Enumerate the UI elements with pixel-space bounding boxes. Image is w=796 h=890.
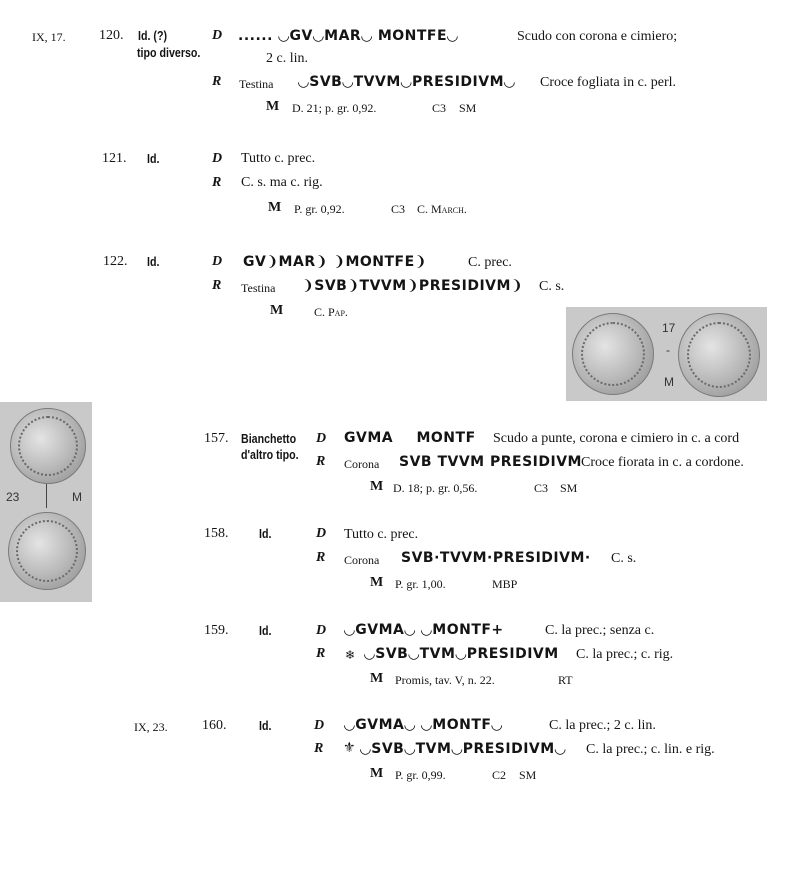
reverse-field: Testina [239,77,274,91]
reverse-description: Croce fiorata in c. a cordone. [581,455,744,470]
reverse-symbol: R [212,175,222,190]
obverse-description-cont: 2 c. lin. [266,51,308,66]
entry-number: 159. [204,623,229,638]
photo-metal-label: M [72,490,82,504]
coin-obverse-image [572,313,654,395]
obverse-legend: ◡GVMA◡ ◡MONTF+ [344,622,504,638]
coin-type-name: Bianchetto [241,431,297,446]
coin-type-name: Id. [259,526,272,541]
obverse-description: C. la prec.; senza c. [545,623,655,638]
reverse-symbol: R [212,74,222,89]
collection: C. Pap. [314,305,348,319]
obverse-legend: GVMA MONTF [344,430,476,446]
obverse-symbol: D [316,526,327,541]
entry-number: 122. [103,254,128,269]
weight-info: D. 18; p. gr. 0,56. [393,481,478,495]
entry-number: 158. [204,526,229,541]
obverse-legend: ...... ◡GV◡MAR◡ MONTFE◡ [238,28,459,44]
weight-info: P. gr. 1,00. [395,577,446,591]
coin-type-name: Id. [147,151,160,166]
entry-number: 120. [99,28,124,43]
obverse-legend: GV❩MAR❩ ❩MONTFE❩ [243,254,427,270]
obverse-description: Tutto c. prec. [241,151,316,166]
metal-symbol: M [266,99,280,114]
obverse-description: Scudo con corona e cimiero; [517,29,678,44]
collection: SM [519,768,537,782]
metal-symbol: M [270,303,284,318]
obverse-description: C. prec. [468,255,512,270]
photo-metal-label: M [664,375,674,389]
photo-separator: - [666,343,670,357]
obverse-description: Scudo a punte, corona e cimiero in c. a cord [493,431,740,446]
obverse-symbol: D [212,254,223,269]
plate-reference: IX, 23. [134,720,168,734]
rarity: C3 [391,202,406,216]
metal-symbol: M [268,200,282,215]
obverse-symbol: D [316,623,327,638]
coin-photo-plate-23 [0,402,92,602]
coin-type-subtitle: tipo diverso. [137,45,201,60]
reverse-description: C. s. ma c. rig. [241,175,323,190]
obverse-symbol: D [316,431,327,446]
coin-type-name: Id. (?) [138,28,168,43]
reverse-legend: ◡SVB◡TVVM◡PRESIDIVM◡ [298,74,516,90]
weight-info: P. gr. 0,99. [395,768,446,782]
coin-reverse-image [678,313,760,397]
coin-type-name: Id. [259,718,272,733]
photo-plate-number: 23 [6,490,20,504]
entry-number: 160. [202,718,227,733]
reverse-field-snowflake-icon: ❄ [345,648,356,662]
obverse-symbol: D [212,151,223,166]
reverse-symbol: R [316,454,326,469]
reverse-field: Testina [241,281,276,295]
reverse-symbol: R [316,550,326,565]
photo-plate-number: 17 [662,321,676,335]
reverse-legend: ◡SVB◡TVM◡PRESIDIVM [364,646,559,662]
reverse-field-fleur-de-lis-icon: ⚜ [343,741,356,756]
reference-info: Promis, tav. V, n. 22. [395,673,495,687]
weight-info: D. 21; p. gr. 0,92. [292,101,377,115]
entry-number: 157. [204,431,229,446]
reverse-field: Corona [344,457,380,471]
reverse-description: C. s. [611,551,637,566]
reverse-legend: SVB TVVM PRESIDIVM [399,454,582,470]
reverse-field: Corona [344,553,380,567]
collection: C. March. [417,202,467,216]
entry-number: 121. [102,151,127,166]
metal-symbol: M [370,479,384,494]
collection: RT [558,673,573,687]
obverse-symbol: D [314,718,325,733]
reverse-description: C. s. [539,279,565,294]
photo-divider [46,484,47,508]
obverse-description: C. la prec.; 2 c. lin. [549,718,656,733]
rarity: C3 [432,101,447,115]
reverse-legend: ◡SVB◡TVM◡PRESIDIVM◡ [360,741,566,757]
coin-type-name: Id. [147,254,160,269]
obverse-legend: ◡GVMA◡ ◡MONTF◡ [344,717,503,733]
coin-photo-plate-17 [566,307,767,401]
weight-info: P. gr. 0,92. [294,202,345,216]
reverse-symbol: R [314,741,324,756]
metal-symbol: M [370,575,384,590]
metal-symbol: M [370,766,384,781]
obverse-symbol: D [212,28,223,43]
collection: SM [459,101,477,115]
coin-type-name: Id. [259,623,272,638]
obverse-description: Tutto c. prec. [344,527,419,542]
collection: SM [560,481,578,495]
collection: MBP [492,577,518,591]
coin-type-subtitle: d'altro tipo. [241,447,299,462]
rarity: C2 [492,768,507,782]
coin-reverse-image [8,512,86,590]
reverse-description: Croce fogliata in c. perl. [540,75,677,90]
metal-symbol: M [370,671,384,686]
reverse-legend: SVB·TVVM·PRESIDIVM· [401,550,591,566]
reverse-symbol: R [316,646,326,661]
reverse-description: C. la prec.; c. rig. [576,647,674,662]
coin-obverse-image [10,408,86,484]
reverse-description: C. la prec.; c. lin. e rig. [586,742,715,757]
reverse-legend: ❩SVB❩TVVM❩PRESIDIVM❩ [302,278,524,294]
reverse-symbol: R [212,278,222,293]
plate-reference: IX, 17. [32,30,66,44]
rarity: C3 [534,481,549,495]
